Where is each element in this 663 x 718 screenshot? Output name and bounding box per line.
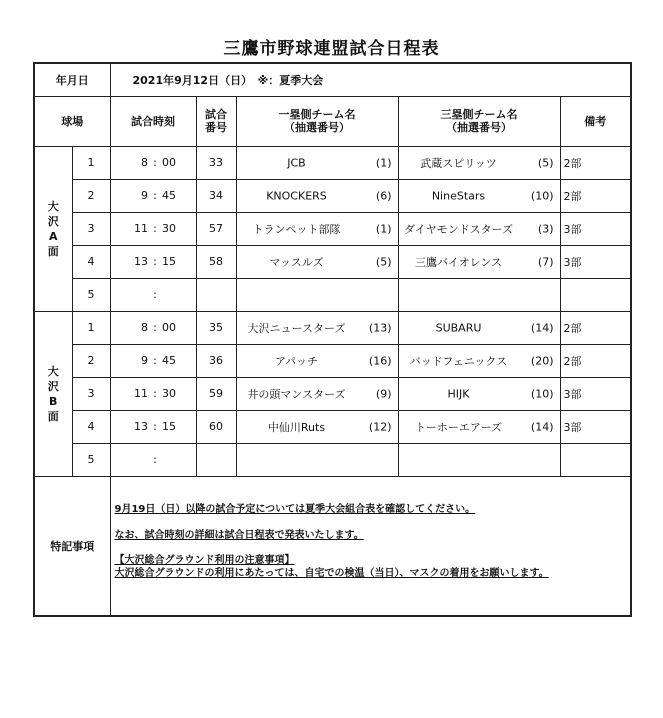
home-team-name: KNOCKERS [266, 189, 327, 202]
home-team-name: 大沢ニュースターズ [247, 321, 346, 335]
home-team-cell [236, 377, 398, 410]
away-team-cell [398, 212, 560, 245]
time-minute: 15 [162, 420, 176, 433]
notes-line3: 【大沢総合グラウンド利用の注意事項】 [114, 554, 295, 566]
court-name-char: 面 [47, 409, 59, 423]
home-draw-number: (1) [375, 156, 392, 169]
match-row [34, 311, 631, 344]
away-draw-number: (5) [537, 156, 554, 169]
match-number: 58 [196, 245, 236, 278]
slot-number: 2 [72, 179, 110, 212]
slot-number: 1 [72, 311, 110, 344]
slot-number: 4 [72, 410, 110, 443]
court-name-char: 大 [47, 364, 59, 378]
away-team-cell [398, 443, 560, 476]
slot-number: 1 [72, 146, 110, 179]
match-number: 36 [196, 344, 236, 377]
match-number: 57 [196, 212, 236, 245]
home-team-cell [236, 146, 398, 179]
time-colon: : [153, 222, 157, 235]
time-minute: 30 [162, 222, 176, 235]
home-draw-number: (13) [368, 321, 392, 334]
away-draw-number: (10) [530, 189, 554, 202]
home-team-cell [236, 344, 398, 377]
home-draw-number: (6) [375, 189, 392, 202]
time-colon: : [153, 189, 157, 202]
match-number: 33 [196, 146, 236, 179]
court-name [34, 311, 72, 476]
home-team-cell [236, 410, 398, 443]
court-name-char: 沢 [47, 214, 59, 228]
match-number: 35 [196, 311, 236, 344]
time-minute: 00 [162, 321, 176, 334]
match-time [110, 212, 196, 245]
match-number: 34 [196, 179, 236, 212]
header-home-line2: （抽選番号） [284, 121, 350, 134]
header-away-team [398, 96, 560, 146]
away-draw-number: (20) [530, 354, 554, 367]
home-team-cell [236, 443, 398, 476]
away-team-name: 三鷹バイオレンス [414, 255, 503, 269]
away-draw-number: (3) [537, 222, 554, 235]
notes-label: 特記事項 [34, 476, 110, 616]
time-minute: 45 [162, 354, 176, 367]
home-team-cell [236, 311, 398, 344]
slot-number: 5 [72, 278, 110, 311]
match-row [34, 278, 631, 311]
notes-line4: 大沢総合グラウンドの利用にあたっては、自宅での検温（当日）、マスクの着用をお願いします。 [114, 567, 549, 579]
match-time [110, 344, 196, 377]
slot-number: 3 [72, 212, 110, 245]
away-team-cell [398, 146, 560, 179]
time-hour: 13 [134, 420, 148, 433]
home-team-name: 井の頭マンスターズ [247, 387, 346, 401]
away-draw-number: (14) [530, 420, 554, 433]
court-name-char: 沢 [47, 379, 59, 393]
home-draw-number: (16) [368, 354, 392, 367]
time-colon: : [153, 420, 157, 433]
match-row [34, 443, 631, 476]
remark [560, 278, 631, 311]
court-name-char: 面 [47, 244, 59, 258]
time-hour: 11 [134, 387, 148, 400]
slot-number: 5 [72, 443, 110, 476]
court-name-char: B [49, 394, 58, 408]
match-number [196, 443, 236, 476]
home-team-name: マッスルズ [269, 255, 324, 269]
page-title: 三鷹市野球連盟試合日程表 [223, 39, 440, 59]
match-number: 60 [196, 410, 236, 443]
match-time [110, 377, 196, 410]
date-row [34, 63, 631, 96]
notes-row [34, 476, 631, 616]
away-team-name: 武蔵スピリッツ [420, 156, 497, 170]
away-team-cell [398, 179, 560, 212]
match-time [110, 278, 196, 311]
home-team-cell [236, 179, 398, 212]
away-team-cell [398, 278, 560, 311]
header-remarks: 備考 [560, 96, 631, 146]
notes-cell [110, 476, 631, 616]
time-minute: 15 [162, 255, 176, 268]
match-time [110, 410, 196, 443]
away-team-name: バッドフェニックス [409, 354, 508, 368]
match-time [110, 311, 196, 344]
header-court: 球場 [34, 96, 110, 146]
match-time [110, 179, 196, 212]
header-home-line1: 一塁側チーム名 [278, 108, 356, 121]
notes-line2: なお、試合時刻の詳細は試合日程表で発表いたします。 [114, 529, 364, 541]
home-draw-number: (1) [375, 222, 392, 235]
home-team-name: アパッチ [274, 354, 319, 368]
date-label: 年月日 [34, 63, 110, 96]
time-colon: : [153, 288, 157, 301]
away-team-name: SUBARU [435, 321, 482, 334]
time-hour: 8 [141, 321, 148, 334]
home-team-cell [236, 278, 398, 311]
header-time: 試合時刻 [110, 96, 196, 146]
time-hour: 9 [141, 189, 148, 202]
time-colon: : [153, 453, 157, 466]
match-number: 59 [196, 377, 236, 410]
date-value: 2021年9月12日（日） ※：夏季大会 [110, 63, 631, 96]
remark: 2部 [560, 344, 631, 377]
match-row [34, 377, 631, 410]
slot-number: 4 [72, 245, 110, 278]
header-away-line1: 三塁側チーム名 [440, 108, 518, 121]
match-row [34, 410, 631, 443]
time-minute: 30 [162, 387, 176, 400]
away-draw-number: (10) [530, 387, 554, 400]
time-hour: 9 [141, 354, 148, 367]
match-number [196, 278, 236, 311]
home-draw-number: (9) [375, 387, 392, 400]
schedule-table [33, 62, 632, 617]
home-draw-number: (12) [368, 420, 392, 433]
notes-line1: 9月19日（日）以降の試合予定については夏季大会組合表を確認してください。 [114, 503, 476, 515]
remark: 3部 [560, 377, 631, 410]
remark: 2部 [560, 146, 631, 179]
match-row [34, 212, 631, 245]
away-team-name: トーホーエアーズ [414, 420, 503, 434]
home-team-name: JCB [287, 156, 306, 169]
slot-number: 3 [72, 377, 110, 410]
court-name-char: 大 [47, 199, 59, 213]
match-time [110, 245, 196, 278]
time-colon: : [153, 255, 157, 268]
time-colon: : [153, 321, 157, 334]
away-team-cell [398, 311, 560, 344]
court-name [34, 146, 72, 311]
match-row [34, 179, 631, 212]
match-row [34, 245, 631, 278]
time-colon: : [153, 387, 157, 400]
away-draw-number: (14) [530, 321, 554, 334]
match-time [110, 146, 196, 179]
time-hour: 13 [134, 255, 148, 268]
header-match-no [196, 96, 236, 146]
remark [560, 443, 631, 476]
away-team-cell [398, 410, 560, 443]
remark: 3部 [560, 410, 631, 443]
home-team-name: 中仙川Ruts [267, 420, 326, 434]
remark: 2部 [560, 179, 631, 212]
remark: 3部 [560, 245, 631, 278]
slot-number: 2 [72, 344, 110, 377]
time-hour: 11 [134, 222, 148, 235]
home-team-name: トランペット部隊 [252, 222, 341, 236]
header-home-team [236, 96, 398, 146]
match-row [34, 146, 631, 179]
home-team-cell [236, 245, 398, 278]
away-team-cell [398, 344, 560, 377]
remark: 2部 [560, 311, 631, 344]
home-draw-number: (5) [375, 255, 392, 268]
away-team-cell [398, 377, 560, 410]
away-draw-number: (7) [537, 255, 554, 268]
time-colon: : [153, 354, 157, 367]
time-minute: 00 [162, 156, 176, 169]
remark: 3部 [560, 212, 631, 245]
home-team-cell [236, 212, 398, 245]
header-row [34, 96, 631, 146]
header-away-line2: （抽選番号） [446, 121, 512, 134]
match-time [110, 443, 196, 476]
match-row [34, 344, 631, 377]
away-team-name: HIJK [447, 387, 470, 400]
away-team-cell [398, 245, 560, 278]
header-match-no-line1: 試合 [205, 108, 227, 121]
time-minute: 45 [162, 189, 176, 202]
time-colon: : [153, 156, 157, 169]
court-name-char: A [48, 229, 58, 243]
header-match-no-line2: 番号 [205, 121, 227, 134]
away-team-name: ダイヤモンドスターズ [403, 222, 514, 236]
court-body [34, 146, 631, 476]
away-team-name: NineStars [431, 189, 486, 202]
time-hour: 8 [141, 156, 148, 169]
